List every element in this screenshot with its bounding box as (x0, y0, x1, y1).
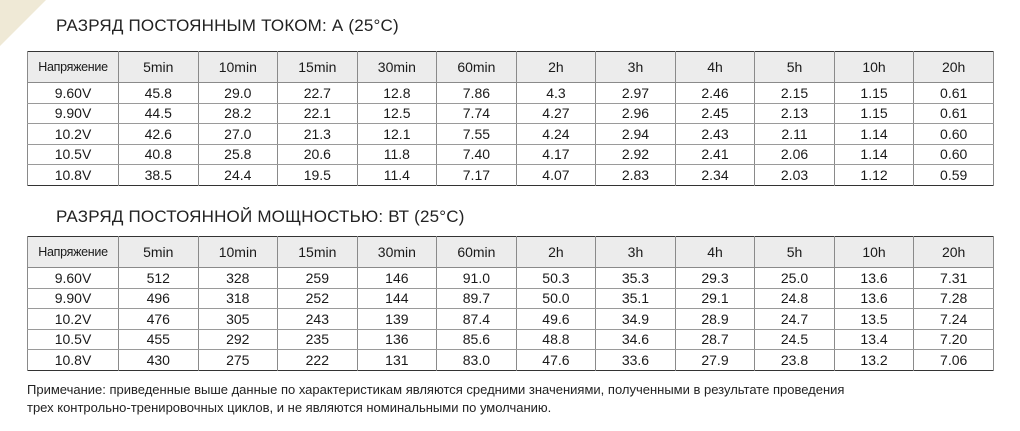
value-cell: 13.2 (834, 350, 914, 371)
value-cell: 235 (278, 329, 358, 350)
value-cell: 45.8 (119, 83, 199, 104)
table-row (28, 309, 994, 330)
value-cell: 2.11 (755, 124, 835, 145)
column-header: 4h (675, 237, 755, 268)
column-header-voltage: Напряжение (28, 52, 119, 83)
value-cell: 27.9 (675, 350, 755, 371)
value-cell: 2.15 (755, 83, 835, 104)
footnote (27, 381, 987, 417)
value-cell: 243 (278, 309, 358, 330)
table-row (28, 83, 994, 104)
value-cell: 131 (357, 350, 437, 371)
value-cell: 25.0 (755, 268, 835, 289)
value-cell: 2.46 (675, 83, 755, 104)
value-cell: 13.5 (834, 309, 914, 330)
value-cell: 12.5 (357, 103, 437, 124)
value-cell: 7.55 (437, 124, 517, 145)
value-cell: 85.6 (437, 329, 517, 350)
column-header: 2h (516, 52, 596, 83)
column-header: 5min (119, 237, 199, 268)
value-cell: 28.2 (198, 103, 278, 124)
table-row (28, 103, 994, 124)
value-cell: 23.8 (755, 350, 835, 371)
value-cell: 7.74 (437, 103, 517, 124)
value-cell: 136 (357, 329, 437, 350)
constant-power-title: РАЗРЯД ПОСТОЯННОЙ МОЩНОСТЬЮ: ВТ (25°С) (56, 207, 465, 226)
constant-current-title: РАЗРЯД ПОСТОЯННЫМ ТОКОМ: А (25°С) (56, 16, 399, 35)
constant-power-table (27, 236, 994, 371)
value-cell: 0.60 (914, 144, 994, 165)
voltage-cell: 10.8V (28, 350, 119, 371)
value-cell: 0.61 (914, 103, 994, 124)
value-cell: 7.28 (914, 288, 994, 309)
value-cell: 144 (357, 288, 437, 309)
value-cell: 89.7 (437, 288, 517, 309)
column-header: 30min (357, 237, 437, 268)
value-cell: 222 (278, 350, 358, 371)
value-cell: 42.6 (119, 124, 199, 145)
value-cell: 83.0 (437, 350, 517, 371)
value-cell: 328 (198, 268, 278, 289)
table-row (28, 288, 994, 309)
table-row (28, 165, 994, 186)
value-cell: 13.6 (834, 268, 914, 289)
column-header: 10h (834, 52, 914, 83)
value-cell: 2.92 (596, 144, 676, 165)
value-cell: 7.31 (914, 268, 994, 289)
value-cell: 4.3 (516, 83, 596, 104)
value-cell: 34.6 (596, 329, 676, 350)
value-cell: 48.8 (516, 329, 596, 350)
value-cell: 7.17 (437, 165, 517, 186)
value-cell: 35.3 (596, 268, 676, 289)
column-header: 15min (278, 237, 358, 268)
voltage-cell: 10.5V (28, 144, 119, 165)
column-header: 5h (755, 52, 835, 83)
voltage-cell: 9.90V (28, 103, 119, 124)
value-cell: 38.5 (119, 165, 199, 186)
column-header: 60min (437, 52, 517, 83)
value-cell: 34.9 (596, 309, 676, 330)
voltage-cell: 10.8V (28, 165, 119, 186)
value-cell: 28.9 (675, 309, 755, 330)
value-cell: 11.8 (357, 144, 437, 165)
value-cell: 1.14 (834, 144, 914, 165)
value-cell: 2.41 (675, 144, 755, 165)
value-cell: 4.24 (516, 124, 596, 145)
value-cell: 4.27 (516, 103, 596, 124)
value-cell: 7.20 (914, 329, 994, 350)
voltage-cell: 10.2V (28, 124, 119, 145)
value-cell: 496 (119, 288, 199, 309)
voltage-cell: 10.5V (28, 329, 119, 350)
value-cell: 2.45 (675, 103, 755, 124)
table-row (28, 268, 994, 289)
value-cell: 0.61 (914, 83, 994, 104)
value-cell: 0.59 (914, 165, 994, 186)
footnote-line-1: Примечание: приведенные выше данные по характеристикам являются средними значениями, полученными в результате проведения (27, 382, 845, 397)
value-cell: 305 (198, 309, 278, 330)
value-cell: 7.86 (437, 83, 517, 104)
column-header: 60min (437, 237, 517, 268)
value-cell: 35.1 (596, 288, 676, 309)
table-row (28, 329, 994, 350)
value-cell: 476 (119, 309, 199, 330)
value-cell: 430 (119, 350, 199, 371)
value-cell: 91.0 (437, 268, 517, 289)
value-cell: 47.6 (516, 350, 596, 371)
value-cell: 1.15 (834, 103, 914, 124)
value-cell: 2.43 (675, 124, 755, 145)
value-cell: 2.83 (596, 165, 676, 186)
value-cell: 19.5 (278, 165, 358, 186)
value-cell: 2.34 (675, 165, 755, 186)
column-header: 20h (914, 52, 994, 83)
value-cell: 33.6 (596, 350, 676, 371)
value-cell: 7.24 (914, 309, 994, 330)
table-header-row (28, 237, 994, 268)
value-cell: 2.96 (596, 103, 676, 124)
value-cell: 2.03 (755, 165, 835, 186)
voltage-cell: 9.60V (28, 268, 119, 289)
value-cell: 87.4 (437, 309, 517, 330)
value-cell: 0.60 (914, 124, 994, 145)
value-cell: 25.8 (198, 144, 278, 165)
value-cell: 259 (278, 268, 358, 289)
value-cell: 139 (357, 309, 437, 330)
value-cell: 252 (278, 288, 358, 309)
value-cell: 24.8 (755, 288, 835, 309)
value-cell: 27.0 (198, 124, 278, 145)
value-cell: 29.1 (675, 288, 755, 309)
column-header: 10h (834, 237, 914, 268)
value-cell: 7.06 (914, 350, 994, 371)
value-cell: 22.1 (278, 103, 358, 124)
column-header: 4h (675, 52, 755, 83)
table-row (28, 144, 994, 165)
column-header: 15min (278, 52, 358, 83)
value-cell: 11.4 (357, 165, 437, 186)
value-cell: 2.06 (755, 144, 835, 165)
column-header: 2h (516, 237, 596, 268)
value-cell: 275 (198, 350, 278, 371)
value-cell: 28.7 (675, 329, 755, 350)
value-cell: 13.6 (834, 288, 914, 309)
value-cell: 13.4 (834, 329, 914, 350)
voltage-cell: 10.2V (28, 309, 119, 330)
value-cell: 2.97 (596, 83, 676, 104)
value-cell: 146 (357, 268, 437, 289)
column-header-voltage: Напряжение (28, 237, 119, 268)
value-cell: 24.4 (198, 165, 278, 186)
value-cell: 29.3 (675, 268, 755, 289)
value-cell: 7.40 (437, 144, 517, 165)
value-cell: 4.07 (516, 165, 596, 186)
value-cell: 2.94 (596, 124, 676, 145)
value-cell: 455 (119, 329, 199, 350)
voltage-cell: 9.60V (28, 83, 119, 104)
value-cell: 24.7 (755, 309, 835, 330)
value-cell: 40.8 (119, 144, 199, 165)
value-cell: 44.5 (119, 103, 199, 124)
value-cell: 318 (198, 288, 278, 309)
table-row (28, 124, 994, 145)
value-cell: 29.0 (198, 83, 278, 104)
column-header: 10min (198, 52, 278, 83)
value-cell: 24.5 (755, 329, 835, 350)
value-cell: 22.7 (278, 83, 358, 104)
value-cell: 50.3 (516, 268, 596, 289)
footnote-line-2: трех контрольно-тренировочных циклов, и не являются номинальными по умолчанию. (27, 400, 552, 415)
value-cell: 4.17 (516, 144, 596, 165)
value-cell: 2.13 (755, 103, 835, 124)
value-cell: 50.0 (516, 288, 596, 309)
column-header: 3h (596, 237, 676, 268)
value-cell: 1.15 (834, 83, 914, 104)
value-cell: 292 (198, 329, 278, 350)
corner-decoration (0, 0, 46, 46)
value-cell: 512 (119, 268, 199, 289)
column-header: 3h (596, 52, 676, 83)
value-cell: 1.14 (834, 124, 914, 145)
column-header: 20h (914, 237, 994, 268)
table-header-row (28, 52, 994, 83)
value-cell: 1.12 (834, 165, 914, 186)
column-header: 5h (755, 237, 835, 268)
table-row (28, 350, 994, 371)
column-header: 10min (198, 237, 278, 268)
value-cell: 20.6 (278, 144, 358, 165)
value-cell: 12.1 (357, 124, 437, 145)
value-cell: 49.6 (516, 309, 596, 330)
column-header: 5min (119, 52, 199, 83)
column-header: 30min (357, 52, 437, 83)
voltage-cell: 9.90V (28, 288, 119, 309)
constant-current-table (27, 51, 994, 186)
value-cell: 12.8 (357, 83, 437, 104)
value-cell: 21.3 (278, 124, 358, 145)
